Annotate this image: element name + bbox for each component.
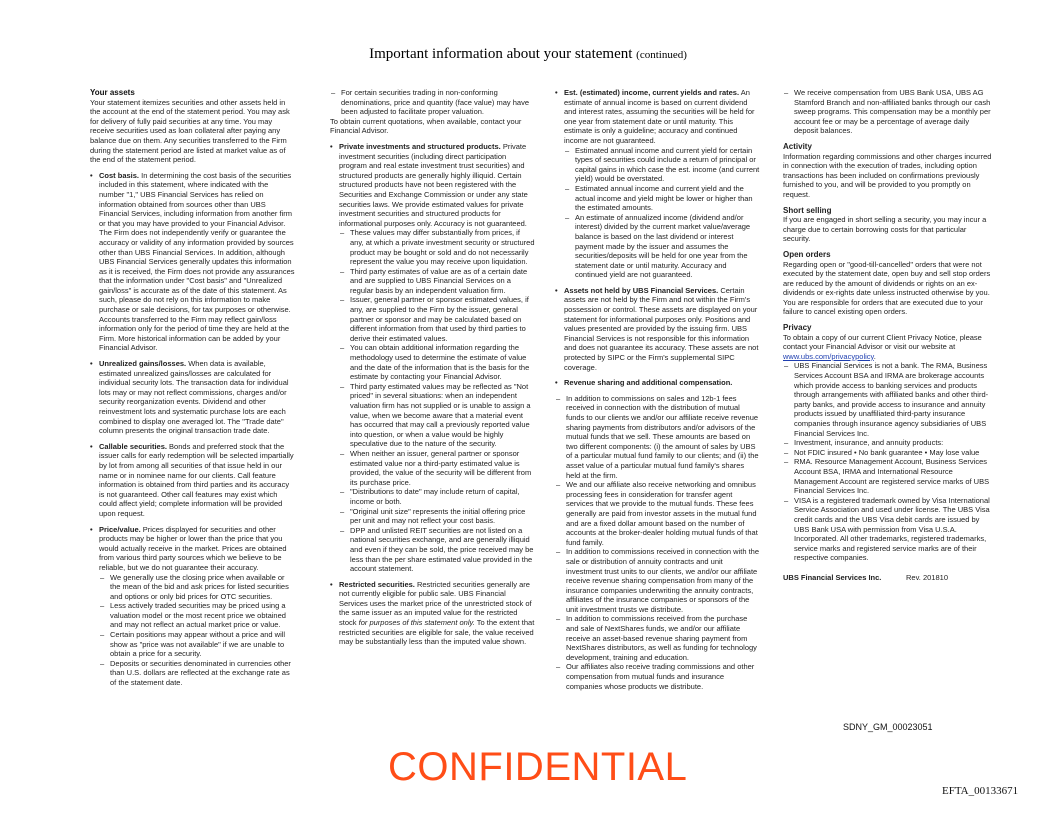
revenue-sharing-bullet	[555, 378, 760, 388]
private-dash-item: – Issuer, general partner or sponsor estimated values, if any, are supplied to the Firm by the issuer, general partner or sponsor and may be calculated based on different information from that used by third parties to derive their estimated values.	[339, 295, 535, 343]
price-text: Prices displayed for securities and other products may be higher or lower than the price that you would actually receive in the market. Prices are obtained from various third party sources which we believe to be reliable, but we do not guarantee their accuracy.	[99, 524, 287, 572]
restricted-securities-bullet	[330, 580, 535, 647]
assets-not-held-text: Certain assets are not held by the Firm and not within the Firm's possession or control. These assets are displayed on your statement for informational purposes only. Positions and values presented are provided by the issuing firm. UBS Financial Services is not responsible for this information and does not guarantee its accuracy. These assets are not protected by SIPC or the Firm's supplemental SIPC coverage.	[564, 285, 759, 372]
private-dash-item: – You can obtain additional information regarding the methodology used to determine the estimate of value and the date of the information that is the basis for the estimate by contacting your Financial Advisor.	[339, 343, 535, 381]
privacy-dash-item: – UBS Financial Services is not a bank. The RMA, Business Services Account BSA and IRMA are brokerage accounts which provide access to banking services and products through arrangements with affiliated banks and other third-party banks, and provide access to insurance and annuity products issued by unaffiliated third-party insurance companies through insurance agency subsidiaries of UBS Financial Services Inc.	[783, 361, 993, 438]
short-selling-heading: Short selling	[783, 205, 832, 215]
assets-not-held-title: Assets not held by UBS Financial Services.	[564, 285, 719, 295]
cost-basis-bullet	[90, 171, 295, 353]
private-dash-item: – DPP and unlisted REIT securities are not listed on a national securities exchange, and are generally illiquid and even if they can be sold, the price received may be less than the per share estimated value provided in the account statement.	[339, 526, 535, 574]
your-assets-heading: Your assets	[90, 88, 135, 97]
revenue-dash-item: – In addition to commissions on sales and 12b-1 fees received in connection with the distribution of mutual funds to our clients we and/or our affiliate receive revenue sharing payments from distributors and/or advisors of the mutual funds that we sell. These amounts are based on two different components: (i) the amount of sales by UBS of a particular mutual fund family to our clients; and (ii) the asset value of a particular mutual fund family's shares held at the firm.	[555, 394, 760, 480]
revenue-dash-item: – In addition to commissions received in connection with the sale or distribution of annuity contracts and unit investment trust units to our clients, we and/or our affiliate receive revenue sharing compensation from many of the insurance companies underwriting the annuity contracts, affiliates of the insurance companies or sponsors of the unit investment trusts we distribute.	[555, 547, 760, 614]
revenue-dash-item: – In addition to commissions received from the purchase and sale of NextShares funds, we and/or our affiliate receive an asset-based revenue sharing payment from NextShares distributors, as well as funding for technology development, training and education.	[555, 614, 760, 662]
private-dash-item: – Third party estimates of value are as of a certain date and are supplied to UBS Financial Services on a regular basis by an independent valuation firm.	[339, 267, 535, 296]
private-dash-item: – When neither an issuer, general partner or sponsor estimated value nor a third-party estimated value is provided, the value of the security will be different from its purchase price.	[339, 449, 535, 487]
privacy-text: To obtain a copy of our current Client Privacy Notice, please contact your Financial Advisor or visit our website at	[783, 332, 982, 352]
column-3	[555, 88, 760, 691]
revenue-dash-item: – Our affiliates also receive trading commissions and other compensation from mutual funds and insurance companies whose products we distribute.	[555, 662, 760, 691]
open-orders-text: Regarding open or "good-till-cancelled" orders that were not executed by the statement date, open buy and sell stop orders are reduced by the amount of dividends or rights on an ex-dividends or ex-rights date unless instructed otherwise by you. You are responsible for orders that are executed due to your failure to cancel existing open orders.	[783, 259, 991, 317]
callable-text: Bonds and preferred stock that the issuer calls for early redemption will be selected impartially by lot from among all securities of that issue held in our name or in nominee name for our clients. Call feature information is obtained from third parties and its accuracy is not guaranteed. Other call features may exist which could affect yield; complete information will be provided upon request.	[99, 441, 294, 518]
private-dash-item: – These values may differ substantially from prices, if any, at which a private investment security or structured product may be bought or sold and do not necessarily represent the value you may receive upon liquidation.	[339, 228, 535, 266]
page-title	[0, 46, 1056, 63]
firm-name: UBS Financial Services Inc.	[783, 572, 882, 582]
unrealized-title: Unrealized gains/losses.	[99, 359, 187, 369]
restricted-text-italic: for purposes of this statement only.	[358, 618, 475, 628]
privacy-dash-item: – RMA. Resource Management Account, Business Services Account BSA, IRMA and International Resource Management Account are registered service marks of UBS Financial Services Inc.	[783, 457, 993, 495]
short-selling-text: If you are engaged in short selling a security, you may incur a charge due to certain borrowing costs for that particular security.	[783, 215, 987, 244]
revision-label: Rev. 201810	[906, 572, 948, 582]
private-investments-title: Private investments and structured products.	[339, 141, 501, 151]
price-dash-item: – Certain positions may appear without a price and will show as "price was not available" if we are unable to obtain a price for a security.	[99, 630, 295, 659]
price-bullet	[90, 525, 295, 688]
nonconforming-dash-item: – For certain securities trading in non-conforming denominations, price and quantity (face value) may have been adjusted to facilitate proper valuation.	[330, 88, 535, 117]
page-title-main: Important information about your statement	[369, 46, 633, 62]
your-assets-intro: Your statement itemizes securities and other assets held in the account at the end of the statement period. You may ask for delivery of fully paid securities at any time. You may receive securities used as loan collateral after paying any balance due on them. Any securities transferred to the Firm during the statement period are listed at market value as of the end of the statement period.	[90, 97, 290, 165]
privacy-policy-link[interactable]: www.ubs.com/privacypolicy	[783, 351, 874, 361]
cost-basis-title: Cost basis.	[99, 170, 140, 180]
estimated-income-title: Est. (estimated) income, current yields and rates.	[564, 88, 740, 97]
price-dash-item: – Deposits or securities denominated in currencies other than U.S. dollars are reflected at the exchange rate as of the statement date.	[99, 659, 295, 688]
estimated-income-dash-item: – An estimate of annualized income (dividend and/or interest) divided by the current market value/average balance is based on the last dividend or interest payment made by the issuer and assumes the securities/deposits will be held for one year from the statement date or until maturity. Accuracy and continued yield are not guaranteed.	[564, 213, 760, 280]
estimated-income-dash-item: – Estimated annual income and current yield for certain types of securities could include a return of principal or capital gains in which case the est. income (and current yield) would be overstated.	[564, 146, 760, 184]
privacy-dash-item: – Not FDIC insured • No bank guarantee • May lose value	[783, 448, 993, 458]
privacy-heading: Privacy	[783, 323, 812, 333]
private-dash-item: – "Original unit size" represents the initial offering price per unit and may not reflect your cost basis.	[339, 507, 535, 526]
price-title: Price/value.	[99, 524, 141, 534]
private-dash-item: – Third party estimated values may be reflected as "Not priced" in several situations: when an independent valuation firm has not supplied or is unable to assign a value, when we become aware that a material event has occurred that may call a previously reported value into question, or when a value would be highly speculative due to the nature of the security.	[339, 382, 535, 449]
private-dash-item: – "Distributions to date" may include return of capital, income or both.	[339, 487, 535, 506]
revenue-sharing-title: Revenue sharing and additional compensation.	[564, 378, 733, 388]
quotations-para: To obtain current quotations, when available, contact your Financial Advisor.	[330, 116, 522, 136]
revenue-dash-item: – We and our affiliate also receive networking and omnibus processing fees in consideration for transfer agent services that we provide to the mutual funds. These fees generally are paid from investor assets in the mutual fund and are a fixed dollar amount based on the number of accounts at the broker-dealer holding mutual funds of that fund family.	[555, 480, 760, 547]
price-dash-item: – Less actively traded securities may be priced using a valuation model or the most recent price we obtained and may not reflect an actual market price or value.	[99, 601, 295, 630]
privacy-dash-item: – Investment, insurance, and annuity products:	[783, 438, 993, 448]
activity-text: Information regarding commissions and other charges incurred in connection with the execution of trades, including option transactions has been included on confirmations previously furnished to you, and will be provided to you promptly on request.	[783, 151, 992, 199]
page-title-continued: (continued)	[636, 49, 687, 61]
bates-number-efta: EFTA_00133671	[942, 785, 1019, 797]
restricted-text-b: To the extent that restricted securities are eligible for sale, the value received may be substantially less than the imputed value shown.	[339, 618, 535, 647]
column-4	[783, 88, 993, 583]
privacy-text-container: To obtain a copy of our current Client Privacy Notice, please contact your Financial Advisor or visit our website at www.ubs.com/privacypolicy.	[783, 332, 982, 361]
private-investments-bullet	[330, 142, 535, 574]
column-2	[330, 88, 535, 653]
unrealized-text: When data is available, estimated unrealized gains/losses are calculated for individual security lots. The transaction data for individual lots may or may not reflect commissions, charges and/or security reorganization events. Dividend and other reinvestment lots and systematic purchase lots are each combined to display one averaged lot. The "Trade date" column presents the original transaction trade date.	[99, 359, 289, 436]
confidential-stamp: CONFIDENTIAL	[388, 745, 688, 789]
callable-bullet	[90, 442, 295, 519]
column-1	[90, 88, 295, 694]
private-investments-text: Private investment securities (including direct participation program and real estate investment trust securities) and structured products are generally highly illiquid. Certain structured products have not been registered with the Securities and Exchange Commission or under any state securities laws. We provide estimated values for private investment securities and structured products for informational purposes only. Accuracy is not guaranteed.	[339, 141, 528, 228]
restricted-text-a: Restricted securities generally are not currently eligible for public sale. UBS Financial Services uses the market price of the unrestricted stock of the same issuer as an imputed value for the restricted stock	[339, 579, 532, 628]
activity-heading: Activity	[783, 141, 812, 151]
unrealized-bullet	[90, 359, 295, 436]
estimated-income-text: An estimate of annual income is based on current dividend and interest rates, assuming the securities will be held for one year from statement date or until maturity. This estimate is only a guideline; accuracy and continued income are not guaranteed.	[564, 88, 755, 145]
cost-basis-text: In determining the cost basis of the securities included in this statement, where indicated with the number "1," UBS Financial Services has relied on information obtained from sources other than UBS Financial Services, including information from another firm or that you may have provided to your Financial Advisor. The Firm does not independently verify or guarantee the accuracy or validity of any information provided by sources other than UBS Financial Services. In addition, although UBS Financial Services generally updates this information as it is received, the Firm does not provide any assurances that the information under "Cost basis" and "Unrealized gain/loss" is accurate as of the date of this statement. As such, please do not rely on this information to make purchase or sale decisions, for tax purposes or otherwise. Accounts transferred to the Firm may reflect gain/loss information only for the period of time they are held at the Firm. More historical information can be added by your Financial Advisor.	[99, 170, 295, 353]
firm-footer	[783, 573, 993, 583]
bates-number-sdny: SDNY_GM_00023051	[843, 722, 933, 732]
privacy-dash-item: – VISA is a registered trademark owned by Visa International Service Association and used under license. The UBS Visa credit cards and the UBS Visa debit cards are issued by UBS Bank USA with permission from Visa U.S.A. Incorporated. All other trademarks, registered trademarks, service marks and registered service marks are of their respective companies.	[783, 496, 993, 563]
open-orders-heading: Open orders	[783, 249, 831, 259]
assets-not-held-bullet	[555, 286, 760, 372]
estimated-income-bullet	[555, 88, 760, 280]
callable-title: Callable securities.	[99, 441, 167, 451]
price-dash-item: – We generally use the closing price when available or the mean of the bid and ask prices for listed securities and options or only bid prices for OTC securities.	[99, 573, 295, 602]
cash-sweep-dash-item: – We receive compensation from UBS Bank USA, UBS AG Stamford Branch and non-affiliated banks through our cash sweep programs. This compensation may be a monthly per account fee or may be a percentage of average daily deposit balances.	[783, 88, 993, 136]
estimated-income-dash-item: – Estimated annual income and current yield and the actual income and yield might be lower or higher than the estimated amounts.	[564, 184, 760, 213]
restricted-title: Restricted securities.	[339, 579, 415, 589]
